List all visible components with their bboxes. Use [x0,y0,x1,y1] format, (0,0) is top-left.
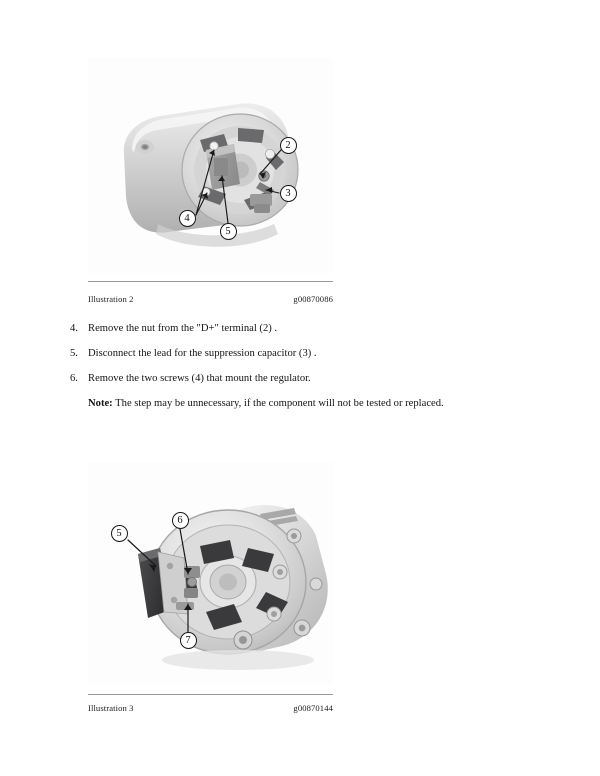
step-6-number: 6. [70,373,78,384]
illustration-2-label: Illustration 2 [88,294,134,304]
callout-6: 6 [172,512,189,529]
illustration-2-caption [88,294,333,304]
callout-3: 3 [280,185,297,202]
step-item-4 [70,322,560,335]
callout-5: 5 [220,223,237,240]
step-6-text: Remove the two screws (4) that mount the regulator. [88,373,311,384]
callout-5-fig3: 5 [111,525,128,542]
step-4-text: Remove the nut from the "D+" terminal (2) . [88,323,278,334]
illustration-2-rule [88,281,333,282]
callout-7: 7 [180,632,197,649]
note-block [88,397,566,410]
illustration-3-label: Illustration 3 [88,703,134,713]
illustration-2-figure [88,58,333,273]
callout-2: 2 [280,137,297,154]
step-4-number: 4. [70,323,78,334]
step-item-6 [70,372,560,385]
illustration-2-photo [88,58,333,273]
step-item-5 [70,347,560,360]
note-text: The step may be unnecessary, if the component will not be tested or replaced. [112,398,444,409]
illustration-3-photo [88,462,333,684]
step-5-text: Disconnect the lead for the suppression capacitor (3) . [88,348,317,359]
callout-4: 4 [179,210,196,227]
illustration-3-rule [88,694,333,695]
illustration-3-code: g00870144 [293,703,333,713]
step-5-number: 5. [70,348,78,359]
illustration-3-caption [88,703,333,713]
note-label: Note: [88,398,113,409]
illustration-2-code: g00870086 [293,294,333,304]
illustration-3-figure [88,462,333,684]
